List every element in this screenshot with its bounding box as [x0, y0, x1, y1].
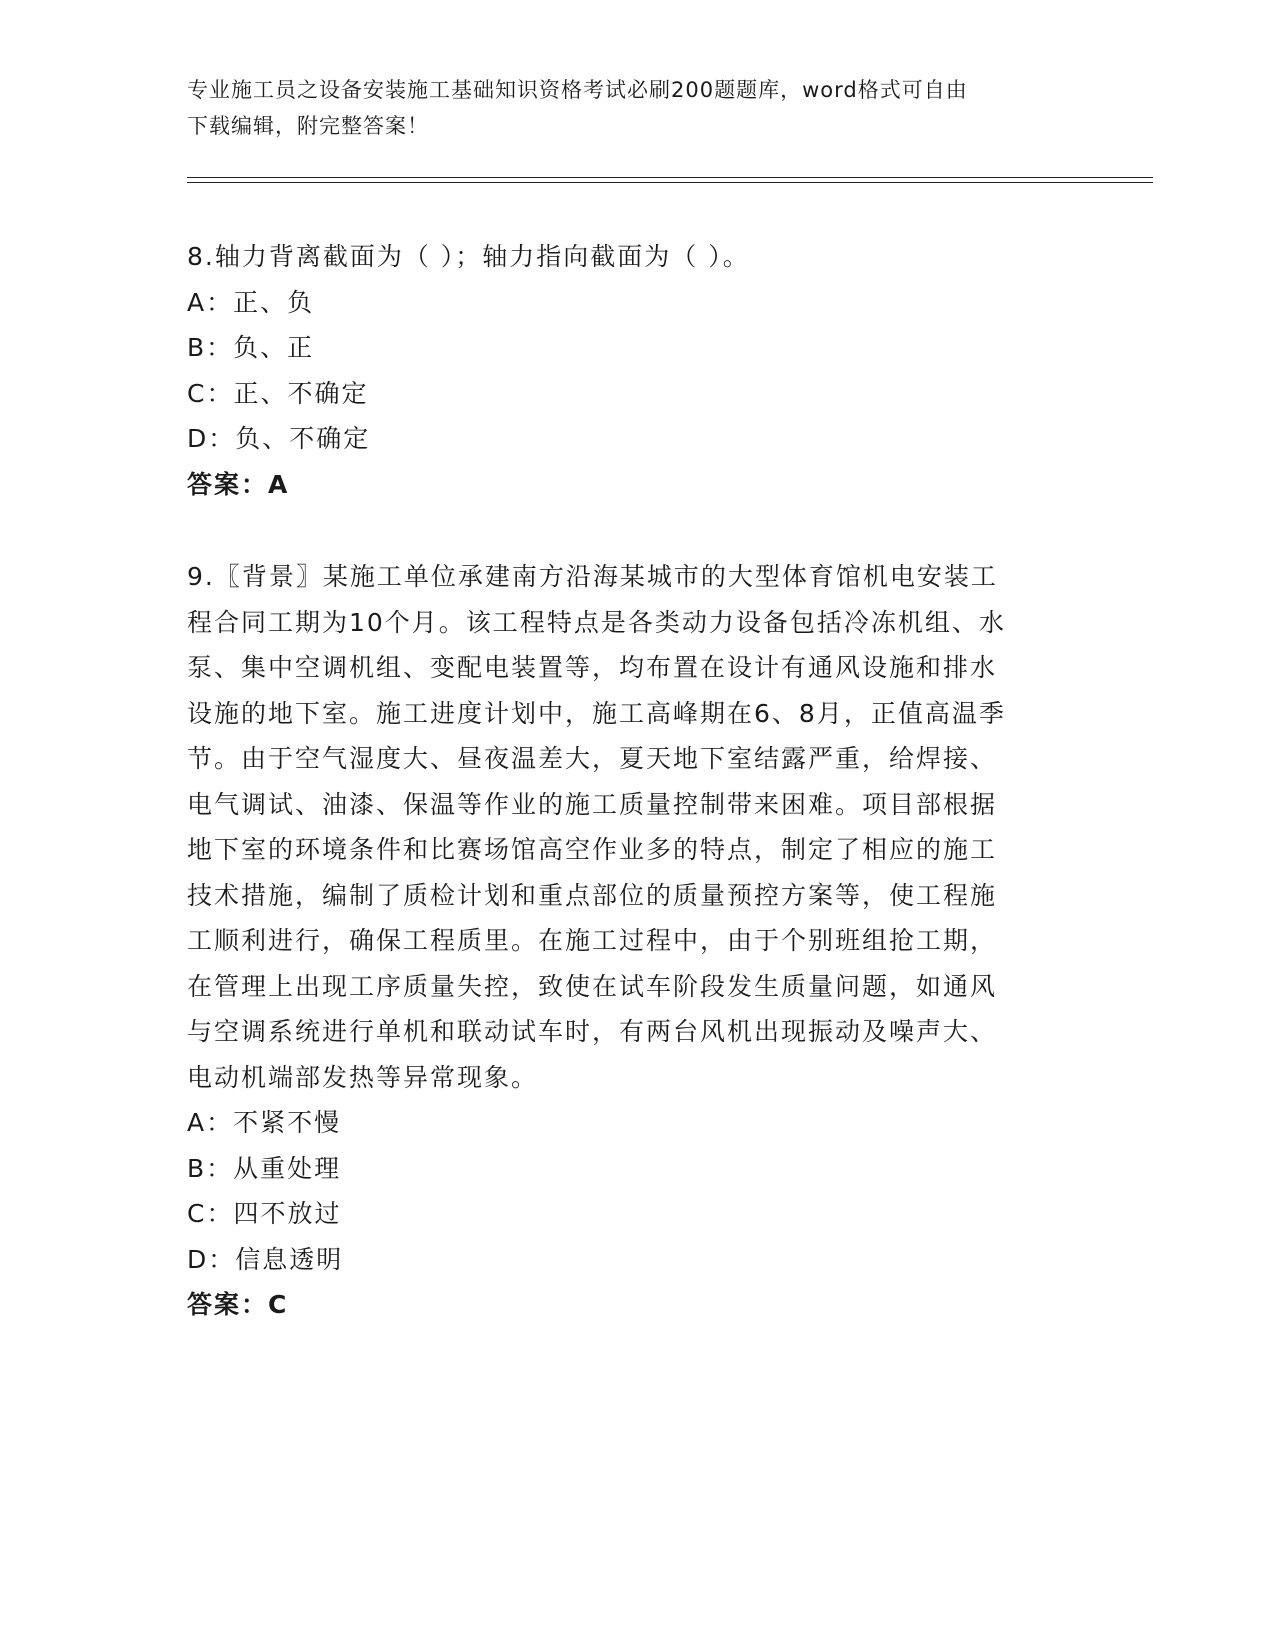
option-b: B：负、正 — [187, 333, 315, 362]
stem-line: 工顺利进行，确保工程质里。在施工过程中，由于个别班组抢工期， — [187, 926, 998, 955]
question-stem — [187, 554, 1077, 1100]
stem-line: 电气调试、油漆、保温等作业的施工质量控制带来困难。项目部根据 — [187, 789, 998, 819]
header-title-line-2: 下载编辑，附完整答案！ — [187, 114, 429, 138]
answer-label: 答案：A — [187, 469, 290, 499]
option-b: B：从重处理 — [187, 1153, 342, 1183]
question-stem: 8.轴力背离截面为（ ）；轴力指向截面为（ ）。 — [187, 242, 750, 271]
option-d: D：负、不确定 — [187, 424, 371, 453]
stem-line: 泵、集中空调机组、变配电装置等，均布置在设计有通风设施和排水 — [187, 653, 998, 682]
document-header — [187, 72, 1067, 144]
header-divider-bottom — [187, 182, 1153, 183]
stem-line: 节。由于空气湿度大、昼夜温差大，夏天地下室结露严重，给焊接、 — [187, 744, 998, 773]
stem-line: 设施的地下室。施工进度计划中，施工高峰期在6、8月，正值高温季 — [187, 698, 1006, 728]
option-a: A：不紧不慢 — [187, 1108, 342, 1137]
question-8 — [187, 234, 1077, 507]
question-9 — [187, 554, 1077, 1328]
stem-line: 9.〖背景〗某施工单位承建南方沿海某城市的大型体育馆机电安装工 — [187, 562, 998, 591]
header-title-line-1: 专业施工员之设备安装施工基础知识资格考试必刷200题题库，word格式可自由 — [187, 78, 968, 102]
answer-label: 答案：C — [187, 1290, 289, 1319]
stem-line: 地下室的环境条件和比赛场馆高空作业多的特点，制定了相应的施工 — [187, 835, 998, 864]
option-d: D：信息透明 — [187, 1244, 344, 1274]
option-c: C：四不放过 — [187, 1199, 342, 1228]
stem-line: 程合同工期为10个月。该工程特点是各类动力设备包括冷冻机组、水 — [187, 607, 1006, 637]
header-divider-top — [187, 177, 1153, 178]
option-a: A：正、负 — [187, 287, 315, 317]
stem-line: 与空调系统进行单机和联动试车时，有两台风机出现振动及噪声大、 — [187, 1017, 998, 1046]
stem-line: 技术措施，编制了质检计划和重点部位的质量预控方案等，使工程施 — [187, 880, 998, 910]
stem-line: 电动机端部发热等异常现象。 — [187, 1062, 539, 1092]
stem-line: 在管理上出现工序质量失控，致使在试车阶段发生质量问题，如通风 — [187, 971, 998, 1001]
option-c: C：正、不确定 — [187, 378, 369, 408]
